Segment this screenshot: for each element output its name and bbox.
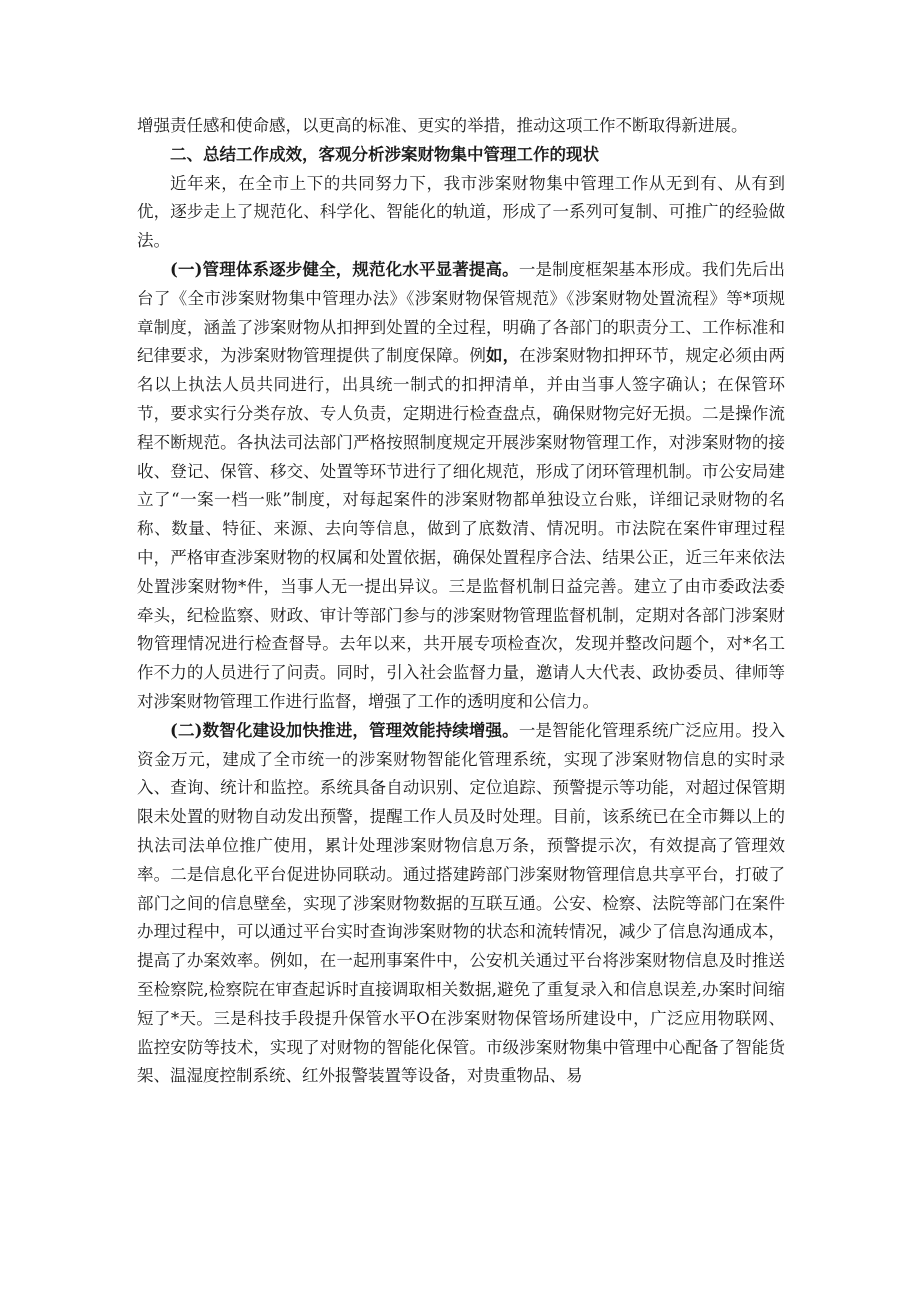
paragraph-digital-construction xyxy=(137,717,785,1091)
subheading-digital-construction: (二)数智化建设加快推进，管理效能持续增强。 xyxy=(170,720,519,740)
section-2-heading: 二、总结工作成效，客观分析涉案财物集中管理工作的现状 xyxy=(170,144,599,164)
paragraph-management-system xyxy=(137,256,785,717)
paragraph-digital-construction-body: 一是智能化管理系统广泛应用。投入资金万元，建成了全市统一的涉案财物智能化管理系统，实现了涉案财物信息的实时录入、查询、统计和监控。系统具备自动识别、定位追踪、预警提示等功能，对超过保管期限未处置的财物自动发出预警，提醒工作人员及时处理。目前，该系统已在全市舞以上的执法司法单位推广使用，累计处理涉案财物信息万条，预警提示次，有效提高了管理效率。二是信息化平台促进协同联动。通过搭建跨部门涉案财物管理信息共享平台，打破了部门之间的信息壁垒，实现了涉案财物数据的互联互通。公安、检察、法院等部门在案件办理过程中，可以通过平台实时查询涉案财物的状态和流转情况，减少了信息沟通成本，提高了办案效率。例如，在一起刑事案件中，公安机关通过平台将涉案财物信息及时推送至检察院,检察院在审查起诉时直接调取相关数据,避免了重复录入和信息误差,办案时间缩短了*天。三是科技手段提升保管水平O在涉案财物保管场所建设中，广泛应用物联网、监控安防等技术，实现了对财物的智能化保管。市级涉案财物集中管理中心配备了智能货架、温湿度控制系统、红外报警装置等设备，对贵重物品、易 xyxy=(137,720,785,1086)
paragraph-management-system-body-b: 在涉案财物扣押环节，规定必须由两名以上执法人员共同进行，出具统一制式的扣押清单，并由当事人签字确认；在保管环节，要求实行分类存放、专人负责，定期进行检查盘点，确保财物完好无损。二是操作流程不断规范。各执法司法部门严格按照制度规定开展涉案财物管理工作，对涉案财物的接收、登记、保管、移交、处置等环节进行了细化规范，形成了闭环管理机制。市公安局建立了“一案一档一账”制度，对每起案件的涉案财物都单独设立台账，详细记录财物的名称、数量、特征、来源、去向等信息，做到了底数清、情况明。市法院在案件审理过程中，严格审查涉案财物的权属和处置依据，确保处置程序合法、结果公正，近三年来依法处置涉案财物*件，当事人无一提出异议。三是监督机制日益完善。建立了由市委政法委牵头，纪检监察、财政、审计等部门参与的涉案财物管理监督机制，定期对各部门涉案财物管理情况进行检查督导。去年以来，共开展专项检查次，发现并整改问题个，对*名工作不力的人员进行了问责。同时，引入社会监督力量，邀请人大代表、政协委员、律师等对涉案财物管理工作进行监督，增强了工作的透明度和公信力。 xyxy=(137,346,786,711)
subheading-management-system: (一)管理体系逐步健全，规范化水平显著提高。 xyxy=(170,259,519,279)
intro-tail-paragraph: 增强责任感和使命感，以更高的标准、更实的举措，推动这项工作不断取得新进展。 xyxy=(137,116,748,135)
document-page xyxy=(137,112,785,1091)
section-2-intro-paragraph: 近年来，在全市上下的共同努力下，我市涉案财物集中管理工作从无到有、从有到优，逐步走上了规范化、科学化、智能化的轨道，形成了一系列可复制、可推广的经验做法。 xyxy=(137,173,785,251)
bold-example-word: 如， xyxy=(486,346,520,366)
paragraph-management-system-body-a: 一是制度框架基本形成。我们先后出台了《全市涉案财物集中管理办法》《涉案财物保管规范》《涉案财物处置流程》等*项规章制度，涵盖了涉案财物从扣押到处置的全过程，明确了各部门的职责分工、工作标准和纪律要求，为涉案财物管理提供了制度保障。例 xyxy=(137,259,785,366)
